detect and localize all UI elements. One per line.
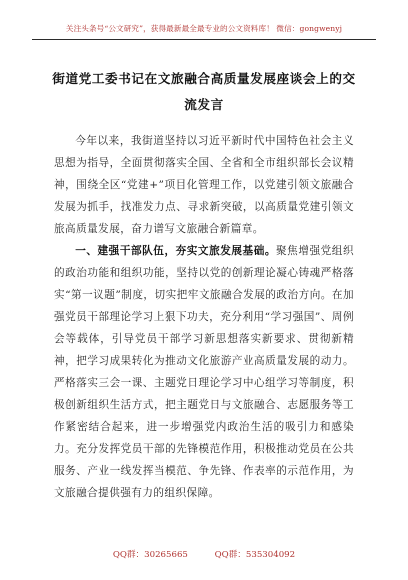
document-title: 街道党工委书记在文旅融合高质量发展座谈会上的交流发言 xyxy=(52,71,356,112)
header-banner: 关注头条号“公文研究”，获得最新最全最专业的公文资料库！ 微信：gongwenyj xyxy=(65,24,343,33)
paragraph-intro-text: 今年以来，我街道坚持以习近平新时代中国特色社会主义思想为指导，全面贯彻落实全国、全省和全市组织部长会议精神，围绕全区“党建+”项目化管理工作，以党建引领文旅融合发展为抓手，找准发力点、寻求新突破，以高质量党建引领文旅高质量发展，奋力谱写文旅融合新篇章。 xyxy=(54,135,354,235)
paragraph-section-1 xyxy=(54,240,354,504)
footer-qq-group-2: QQ群：535304092 xyxy=(214,550,296,560)
header-divider xyxy=(32,39,376,40)
section-1-text: 聚焦增强党组织的政治功能和组织功能，坚持以党的创新理论凝心铸魂严格落实“第一议题”制度，切实把牢文旅融合发展的政治方向。在加强党员干部理论学习上狠下功夫，充分利用“学习强国”、周例会等载体，引导党员干部学习新思想落实新要求、贯彻新精神，把学习成果转化为推动文化旅游产业高质量发展的动力。严格落实三会一课、主题党日理论学习中心组学习等制度，积极创新组织生活方式，把主题党日与文旅融合、志愿服务等工作紧密结合起来，进一步增强党内政治生活的吸引力和感染力。充分发挥党员干部的先锋模范作用，积极推动党员在公共服务、产业一线发挥当模范、争先锋、作表率的示范作用，为文旅融合提供强有力的组织保障。 xyxy=(54,245,354,499)
section-1-heading: 一、建强干部队伍，夯实文旅发展基础。 xyxy=(75,245,277,257)
footer-contact xyxy=(30,548,378,560)
paragraph-intro xyxy=(54,130,354,240)
document-body xyxy=(54,130,354,504)
footer-qq-group-1: QQ群：30265665 xyxy=(112,550,188,560)
